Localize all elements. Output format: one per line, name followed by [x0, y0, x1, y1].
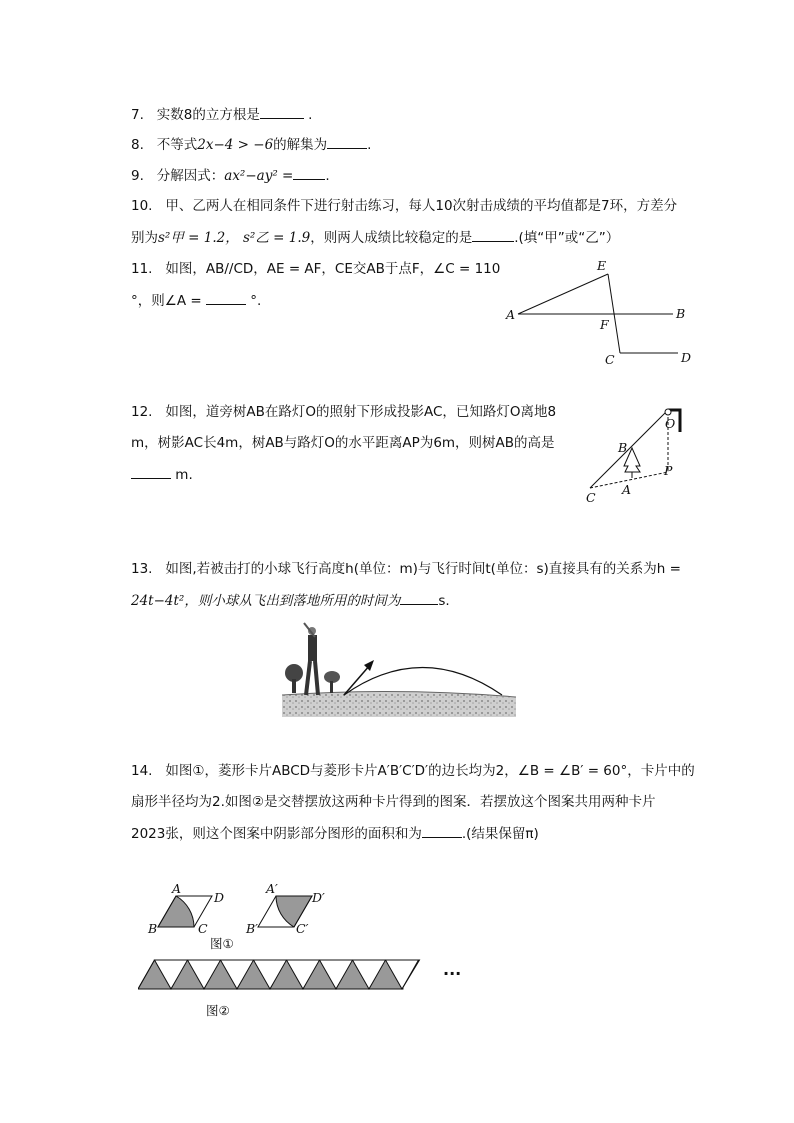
label-F: F: [600, 317, 609, 332]
label-B: B: [148, 921, 158, 936]
answer-blank: [293, 166, 325, 180]
figure-golf-ball-trajectory: [282, 615, 516, 717]
math-expression: 2x−4 > −6: [197, 137, 274, 153]
question-number: 7.: [131, 107, 144, 123]
question-number: 12.: [131, 404, 153, 420]
figure-parallel-lines: [498, 256, 708, 368]
question-9: 9. 分解因式：ax²−ay² = .: [131, 168, 330, 184]
question-number: 10.: [131, 198, 153, 214]
label-B: B: [618, 440, 628, 455]
label-B-prime: B′: [246, 921, 259, 936]
label-A: A: [622, 482, 632, 497]
question-12: 12. 如图，道旁树AB在路灯O的照射下形成投影AC，已知路灯O离地8: [131, 404, 557, 420]
label-D: D: [214, 890, 225, 905]
label-D: D: [681, 350, 692, 365]
question-7: 7. 实数8的立方根是 .: [131, 107, 313, 123]
label-C: C: [198, 921, 208, 936]
math-expression: ax²−ay² =: [224, 168, 294, 184]
question-8: 8. 不等式2x−4 > −6的解集为 .: [131, 137, 372, 153]
question-14: 14. 如图①，菱形卡片ABCD与菱形卡片A′B′C′D′的边长均为2，∠B = ∠B′ = 60°，卡片中的: [131, 763, 695, 779]
label-A-prime: A′: [266, 881, 278, 896]
label-C-prime: C′: [296, 921, 309, 936]
answer-blank: [400, 591, 438, 605]
question-12-line3: m.: [131, 465, 193, 484]
question-14-line2: 扇形半径均为2.如图②是交替摆放这两种卡片得到的图案．若摆放这个图案共用两种卡片: [131, 794, 656, 810]
continuation-dots: ···: [443, 964, 462, 983]
answer-blank: [327, 135, 367, 149]
question-number: 8.: [131, 137, 144, 153]
figure-1-rhombus-cards: [140, 880, 340, 952]
figure-2-caption: 图②: [206, 1003, 230, 1018]
label-B: B: [676, 306, 686, 321]
question-text: 实数8的立方根是: [156, 107, 260, 123]
question-13-line2: 24t−4t²，则小球从飞出到落地所用的时间为 s.: [131, 593, 450, 609]
question-number: 14.: [131, 763, 153, 779]
question-10-line2: 别为s²甲 = 1.2， s²乙 = 1.9，则两人成绩比较稳定的是 .(填“甲”或“乙”）: [131, 230, 620, 246]
question-12-line2: m，树影AC长4m，树AB与路灯O的水平距离AP为6m，则树AB的高是: [131, 435, 555, 451]
question-11: 11. 如图，AB//CD，AE = AF，CE交AB于点F，∠C = 110: [131, 261, 501, 277]
question-14-line3: 2023张，则这个图案中阴影部分图形的面积和为 .(结果保留π): [131, 826, 539, 842]
question-number: 9.: [131, 168, 144, 184]
figure-1-caption: 图①: [210, 936, 234, 951]
answer-blank: [131, 465, 171, 479]
label-O: O: [665, 416, 676, 431]
golfer-icon: [304, 623, 318, 695]
figure-streetlight: [580, 400, 695, 508]
tree-icon: [285, 664, 340, 693]
answer-blank: [260, 105, 304, 119]
question-13: 13. 如图,若被击打的小球飞行高度h(单位：m)与飞行时间t(单位：s)直接具有的关系为h =: [131, 561, 681, 577]
question-number: 11.: [131, 261, 153, 277]
label-E: E: [597, 258, 607, 273]
math-expression: s²甲 = 1.2， s²乙 = 1.9: [158, 230, 311, 246]
label-C: C: [586, 490, 596, 505]
answer-blank: [422, 824, 462, 838]
figure-2-pattern: [138, 955, 478, 1025]
label-P: P: [664, 463, 673, 478]
label-C: C: [605, 352, 615, 367]
label-A: A: [506, 307, 516, 322]
question-11-line2: °，则∠A = °.: [131, 293, 262, 309]
question-number: 13.: [131, 561, 153, 577]
answer-blank: [206, 291, 246, 305]
answer-blank: [472, 228, 514, 242]
label-A: A: [172, 881, 182, 896]
question-10: 10. 甲、乙两人在相同条件下进行射击练习，每人10次射击成绩的平均值都是7环，方差分: [131, 198, 678, 214]
label-D-prime: D′: [312, 890, 325, 905]
